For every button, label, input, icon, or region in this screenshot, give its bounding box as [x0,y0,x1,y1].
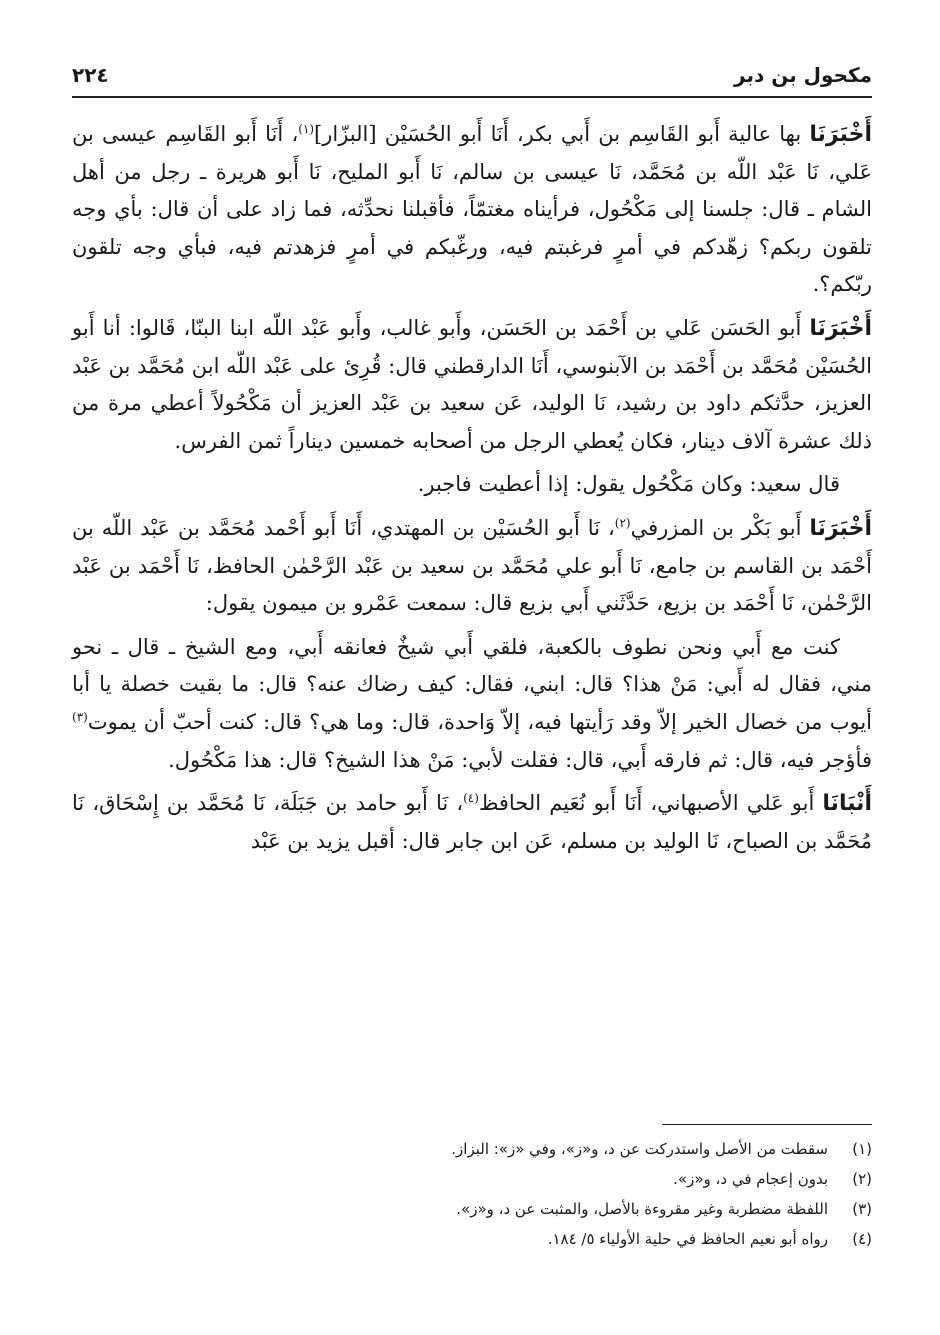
paragraph-6 [72,785,872,860]
footnote-number: (٢) [852,1170,872,1188]
footnote-number: (١) [852,1140,872,1158]
header-rule [72,96,872,98]
running-header [72,58,872,92]
text-run: بها عالية أَبو القَاسِم بن أَبي بكر، أَنَا أَبو الحُسَيْن [البزّار] [314,122,810,146]
paragraph-lead: أَخْبَرَنَا [809,315,872,341]
paragraph-lead: أَخْبَرَنَا [809,515,872,541]
paragraph-2 [72,310,872,460]
text-run: قال سعيد: وكان مَكْحُول يقول: إذا أعطيت فاجبر. [417,472,840,497]
paragraph-lead: أَخْبَرَنَا [809,122,872,147]
text-run: ، أَنَا أَبو القَاسِم عيسى بن عَلي، نَا عَبْد اللّه بن مُحَمَّد، نَا عيسى بن سالم، نَا أَبو المليح، نَا أَبو هريرة ـ رجل من أهل الشام ـ قال: جلسنا إلى مَكْحُول، فرأيناه مغتمّاً، فأقبلنا نحدِّثه، فما زاد على أن قال: بأي وجه تلقون ربكم؟ زهّدكم في أمرٍ فرغبتم فيه، ورغّبكم في أمرٍ فزهدتم فيه، فبأي وجه تلقون ربّكم؟. [72,122,872,297]
book-page [72,0,872,1335]
footnote [72,1224,872,1254]
page-number: ٢٢٤ [72,63,109,87]
footnote-text: رواه أبو نعيم الحافظ في حلية الأولياء ٥/ ١٨٤. [547,1230,828,1248]
footnote-ref[interactable]: (٤) [463,791,479,806]
paragraph-4 [72,510,872,623]
text-run: ، نَا أَبو حامد بن جَبَلَة، نَا مُحَمَّد بن إِسْحَاق، نَا مُحَمَّد بن الصباح، نَا الوليد بن مسلم، عَن ابن جابر قال: أقبل يزيد بن عَبْد [72,791,872,853]
text-run: ، نَا أَبو الحُسَيْن بن المهتدي، أَنَا أَبو أَحْمد مُحَمَّد بن عَبْد اللّه بن أَحْمَد بن القاسم بن جامع، نَا أَبو علي مُحَمَّد بن سعيد بن عَبْد الرَّحْمٰن الحافظ، نَا أَحْمَد بن عَبْد الرَّحْمٰن، نَا أَحْمَد بن بزيع، حَدَّثَني أَبي بزيع قال: سمعت عَمْرو بن ميمون يقول: [72,515,872,616]
footnote-number: (٣) [852,1200,872,1218]
footnote-text: اللفظة مضطربة وغير مقروءة بالأصل، والمثبت عن د، و«ز». [456,1200,828,1218]
text-run: أَبو عَلي الأصبهاني، أَنَا أَبو نُعَيم الحافظ [478,791,823,816]
footnotes [72,1134,872,1254]
running-title: مكحول بن دبر [734,63,872,87]
footnote [72,1164,872,1194]
footnote-ref[interactable]: (٣) [72,709,88,724]
footnote-number: (٤) [852,1230,872,1248]
footnote-text: سقطت من الأصل واستدركت عن د، و«ز»، وفي «ز»: البزاز. [451,1140,828,1158]
paragraph-1 [72,116,872,304]
main-text [72,116,872,866]
text-run: أَبو بَكْر بن المزرفي [630,515,810,540]
footnote-rule [662,1124,872,1125]
paragraph-lead: أَنْبَانَا [822,791,872,817]
text-run: أَبو الحَسَن عَلي بن أَحْمَد بن الحَسَن، وأَبو غالب، وأَبو عَبْد اللّه ابنا البنّا، قَالوا: أنا أَبو الحُسَيْن مُحَمَّد بن أَحْمَد بن الآبنوسي، أَنَا الدارقطني قال: قُرِئ على عَبْد اللّه ابن مُحَمَّد بن عَبْد العزيز، حدَّثكم داود بن رشيد، نَا الوليد، عَن سعيد بن عَبْد العزيز أن مَكْحُولاً أعطي مرة من ذلك عشرة آلاف دينار، فكان يُعطي الرجل من أصحابه خمسين ديناراً ثمن الفرس. [72,315,872,453]
text-run: كنت مع أَبي ونحن نطوف بالكعبة، فلقي أَبي شيخٌ فعانقه أَبي، ومع الشيخ ـ قال ـ نحو مني، فقال له أَبي: مَنْ هذا؟ قال: ابني، فقال: كيف رضاك عنه؟ قال: ما بقيت خصلة يا أبا أيوب من خصال الخير إلاّ وقد رَأيتها فيه، إلاّ وَاحدة، قال: وما هي؟ قال: كنت أحبّ أن يموت [72,634,872,734]
footnote-ref[interactable]: (٢) [614,515,631,530]
footnote [72,1134,872,1164]
paragraph-5 [72,629,872,779]
text-run: فأؤجر فيه، قال: ثم فارقه أَبي، قال: فقلت لأبي: مَنْ هذا الشيخ؟ قال: هذا مَكْحُول. [168,747,872,772]
footnote [72,1194,872,1224]
footnote-text: بدون إعجام في د، و«ز». [673,1170,828,1188]
paragraph-3 [72,466,872,504]
footnote-ref[interactable]: (١) [298,122,315,136]
